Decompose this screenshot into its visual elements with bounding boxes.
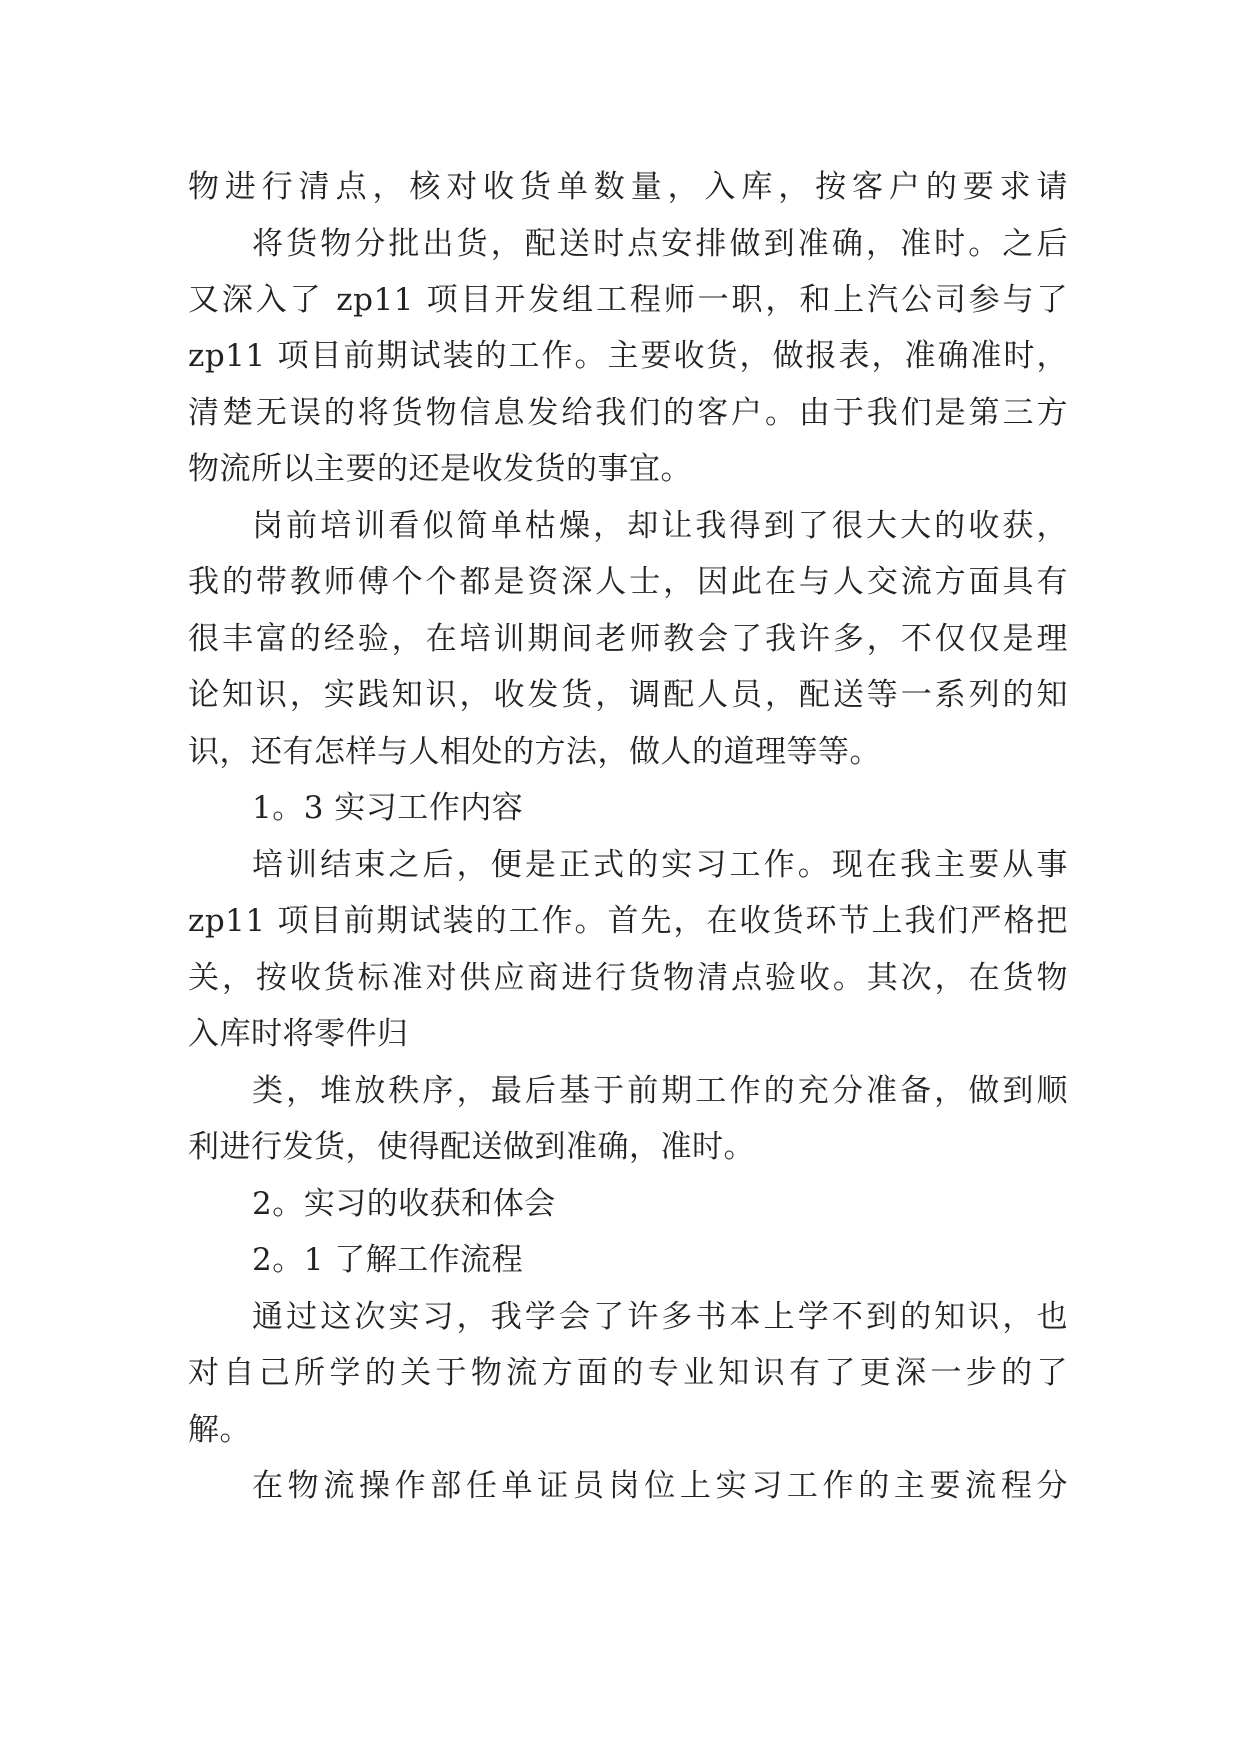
paragraph-line: 培训结束之后，便是正式的实习工作。现在我主要从事 (252, 847, 1068, 883)
paragraph-line: 入库时将零件归 (188, 1016, 409, 1052)
paragraph-line: zp11 项目前期试装的工作。主要收货，做报表，准确准时， (188, 338, 1068, 374)
paragraph-line: 将货物分批出货，配送时点安排做到准确，准时。之后 (252, 226, 1068, 262)
paragraph-line: 论知识，实践知识，收发货，调配人员，配送等一系列的知 (188, 677, 1068, 713)
paragraph-line: 物进行清点，核对收货单数量，入库，按客户的要求请 (188, 169, 1068, 205)
paragraph-line: 通过这次实习，我学会了许多书本上学不到的知识，也 (252, 1299, 1068, 1335)
paragraph-line: 类，堆放秩序，最后基于前期工作的充分准备，做到顺 (252, 1073, 1068, 1109)
subsection-heading: 2。1 了解工作流程 (252, 1242, 524, 1278)
paragraph-line: 利进行发货，使得配送做到准确，准时。 (188, 1129, 755, 1165)
paragraph-line: 又深入了 zp11 项目开发组工程师一职，和上汽公司参与了 (188, 282, 1068, 318)
paragraph-line: 在物流操作部任单证员岗位上实习工作的主要流程分 (252, 1468, 1068, 1504)
paragraph-line: 对自己所学的关于物流方面的专业知识有了更深一步的了 (188, 1355, 1068, 1391)
paragraph-line: 物流所以主要的还是收发货的事宜。 (188, 451, 692, 487)
paragraph-line: 很丰富的经验，在培训期间老师教会了我许多，不仅仅是理 (188, 621, 1068, 657)
paragraph-line: 关，按收货标准对供应商进行货物清点验收。其次，在货物 (188, 960, 1068, 996)
paragraph-line: 我的带教师傅个个都是资深人士，因此在与人交流方面具有 (188, 564, 1068, 600)
paragraph-line: 清楚无误的将货物信息发给我们的客户。由于我们是第三方 (188, 395, 1068, 431)
paragraph-line: 识，还有怎样与人相处的方法，做人的道理等等。 (188, 734, 881, 770)
paragraph-line: zp11 项目前期试装的工作。首先，在收货环节上我们严格把 (188, 903, 1068, 939)
paragraph-line: 解。 (188, 1412, 251, 1448)
section-heading: 1。3 实习工作内容 (252, 790, 524, 826)
paragraph-line: 岗前培训看似简单枯燥，却让我得到了很大大的收获， (252, 508, 1068, 544)
section-heading: 2。实习的收获和体会 (252, 1186, 556, 1222)
